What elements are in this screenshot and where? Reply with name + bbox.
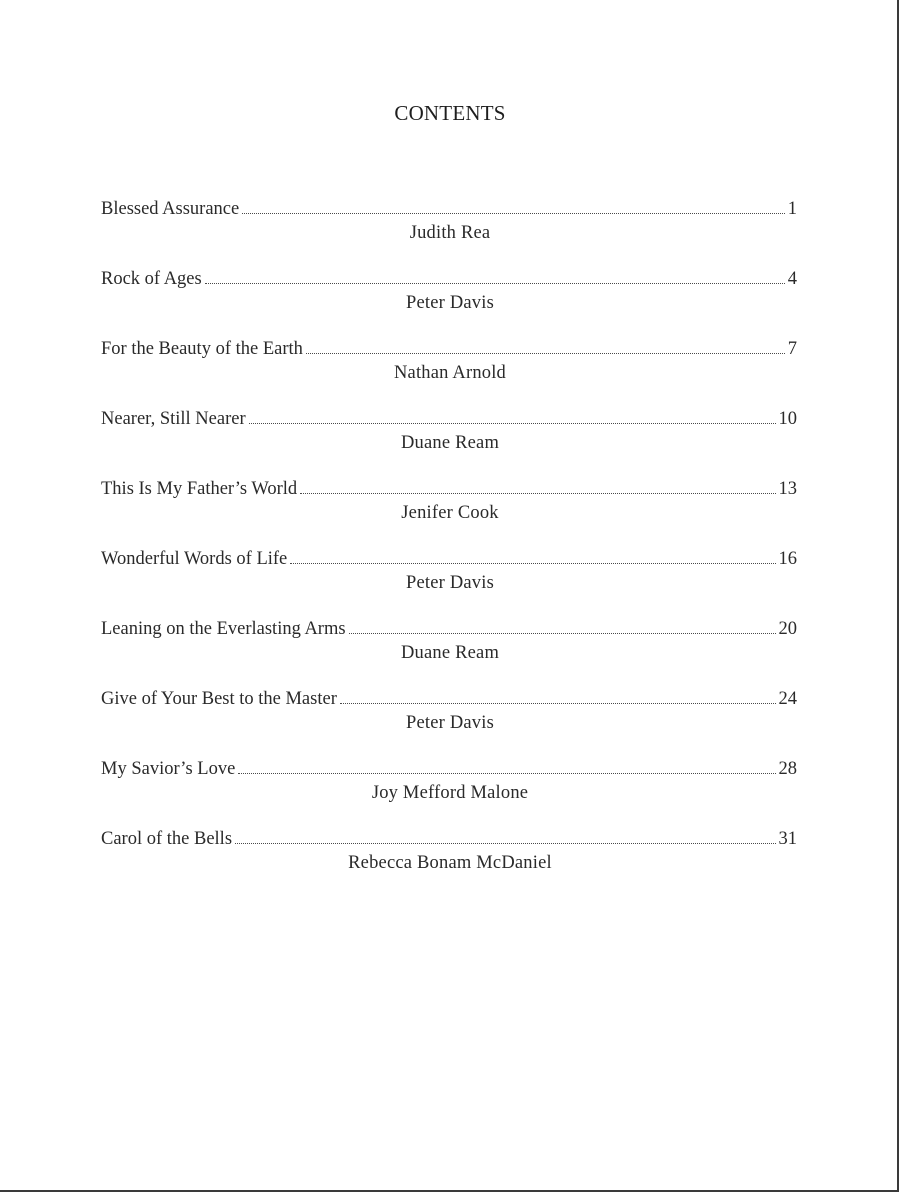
table-of-contents: [101, 196, 797, 896]
dot-leader: [242, 213, 785, 214]
toc-line: [101, 756, 797, 782]
arranger-name: Jenifer Cook: [401, 503, 499, 523]
toc-entry: [101, 196, 797, 266]
toc-entry: [101, 336, 797, 406]
toc-entry: [101, 546, 797, 616]
song-title: This Is My Father’s World: [101, 479, 298, 499]
toc-entry: [101, 406, 797, 476]
arranger-name: Joy Mefford Malone: [371, 783, 529, 803]
toc-entry: [101, 826, 797, 896]
toc-entry: [101, 756, 797, 826]
toc-entry: [101, 686, 797, 756]
page-number: 31: [778, 829, 797, 849]
toc-line: [101, 616, 797, 642]
arranger-name: Peter Davis: [406, 293, 494, 313]
dot-leader: [340, 703, 776, 704]
song-title: Rock of Ages: [101, 269, 202, 289]
song-title: Give of Your Best to the Master: [101, 689, 337, 709]
page-number: 7: [787, 339, 797, 359]
page-number: 28: [778, 759, 797, 779]
song-title: Blessed Assurance: [101, 199, 240, 219]
song-title: For the Beauty of the Earth: [101, 339, 303, 359]
page-number: 13: [778, 479, 797, 499]
dot-leader: [349, 633, 776, 634]
page-number: 24: [778, 689, 797, 709]
page-number: 20: [778, 619, 797, 639]
song-title: Wonderful Words of Life: [101, 549, 288, 569]
arranger-name: Duane Ream: [400, 433, 500, 453]
dot-leader: [300, 493, 775, 494]
toc-line: [101, 266, 797, 292]
dot-leader: [205, 283, 785, 284]
arranger-name: Peter Davis: [406, 573, 494, 593]
page-title: CONTENTS: [394, 101, 506, 125]
page-number: 10: [778, 409, 797, 429]
toc-line: [101, 546, 797, 572]
dot-leader: [306, 353, 785, 354]
toc-line: [101, 196, 797, 222]
toc-entry: [101, 616, 797, 686]
page-number: 1: [787, 199, 797, 219]
page-number: 16: [778, 549, 797, 569]
toc-entry: [101, 266, 797, 336]
song-title: Nearer, Still Nearer: [101, 409, 246, 429]
dot-leader: [290, 563, 775, 564]
arranger-name: Nathan Arnold: [393, 363, 507, 383]
toc-line: [101, 826, 797, 852]
arranger-name: Rebecca Bonam McDaniel: [348, 853, 552, 873]
toc-line: [101, 476, 797, 502]
arranger-name: Duane Ream: [400, 643, 500, 663]
dot-leader: [238, 773, 775, 774]
toc-line: [101, 336, 797, 362]
arranger-name: Judith Rea: [409, 223, 491, 243]
toc-entry: [101, 476, 797, 546]
arranger-name: Peter Davis: [406, 713, 494, 733]
dot-leader: [235, 843, 775, 844]
toc-line: [101, 686, 797, 712]
page-number: 4: [787, 269, 797, 289]
toc-line: [101, 406, 797, 432]
song-title: My Savior’s Love: [101, 759, 236, 779]
song-title: Carol of the Bells: [101, 829, 233, 849]
song-title: Leaning on the Everlasting Arms: [101, 619, 346, 639]
dot-leader: [249, 423, 776, 424]
